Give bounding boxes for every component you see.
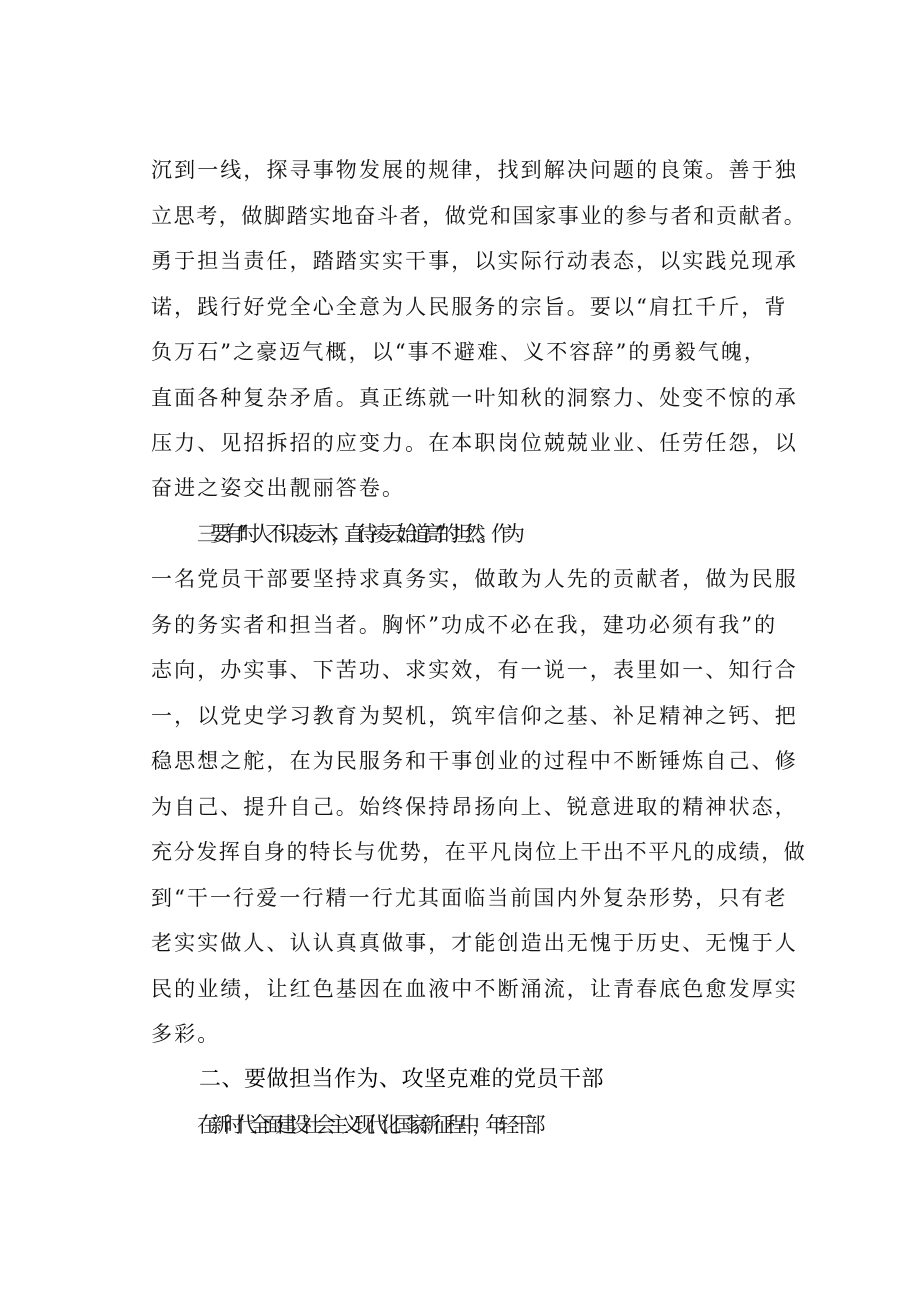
paragraph-2-line-9: 到“干一行爱一行精一行尤其面临当前国内外复杂形势，只有老 — [151, 886, 788, 910]
paragraph-1-line-2: 立思考，做脚踏实地奋斗者，做党和国家事业的参与者和贡献者。 — [151, 204, 807, 228]
paragraph-2-line-10: 老实实做人、认认真真做事，才能创造出无愧于历史、无愧于人 — [151, 931, 798, 955]
paragraph-2-line-5: 一，以党史学习教育为契机，筑牢信仰之基、补足精神之钙、把 — [151, 704, 798, 728]
paragraph-2-line-7: 为自己、提升自己。始终保持昂扬向上、锐意进取的精神状态， — [151, 795, 798, 819]
paragraph-1-line-5: 负万石”之豪迈气概，以“事不避难、义不容辞”的勇毅气魄， — [151, 340, 768, 364]
paragraph-2-line-2: 一名党员干部要坚持求真务实，做敢为人先的贡献者，做为民服 — [151, 567, 798, 591]
paragraph-1-line-1: 沉到一线，探寻事物发展的规律，找到解决问题的良策。善于独 — [151, 158, 798, 182]
paragraph-1-line-4: 诺，践行好党全心全意为人民服务的宗旨。要以“肩扛千斤，背 — [151, 295, 788, 319]
paragraph-2-line-11: 民的业绩，让红色基因在血液中不断涌流，让青春底色愈发厚实 — [151, 977, 798, 1001]
paragraph-1-line-3: 勇于担当责任，踏踏实实干事，以实际行动表态，以实践兑现承 — [151, 249, 798, 273]
section-heading: 二、要做担当作为、攻坚克难的党员干部 — [199, 1067, 605, 1092]
paragraph-2-line-6: 稳思想之舵，在为民服务和干事创业的过程中不断锤炼自己、修 — [151, 749, 798, 773]
paragraph-1-line-6: 直面各种复杂矛盾。真正练就一叶知秋的洞察力、处变不惊的承 — [151, 386, 798, 410]
paragraph-3-line-1: 在新时代全面建设社会主义现代化国家新征程中，年轻干部 — [197, 1113, 538, 1137]
paragraph-2-line-3: 务的务实者和担当者。胸怀”功成不必在我，建功必须有我”的 — [151, 613, 778, 637]
paragraph-2-line-8: 充分发挥自身的特长与优势，在平凡岗位上干出不平凡的成绩，做 — [151, 840, 807, 864]
paragraph-2-line-4: 志向，办实事、下苦功、求实效，有一说一，表里如一、知行合 — [151, 658, 798, 682]
paragraph-1-line-8: 奋进之姿交出靓丽答卷。 — [151, 476, 406, 500]
paragraph-1-line-7: 压力、见招拆招的应变力。在本职岗位兢兢业业、任劳任怨，以 — [151, 431, 798, 455]
paragraph-2-line-1: 三要有“时人不识凌云木，直待凌云始道高”的坦然。作为 — [197, 522, 518, 546]
paragraph-2-line-12: 多彩。 — [151, 1022, 221, 1046]
